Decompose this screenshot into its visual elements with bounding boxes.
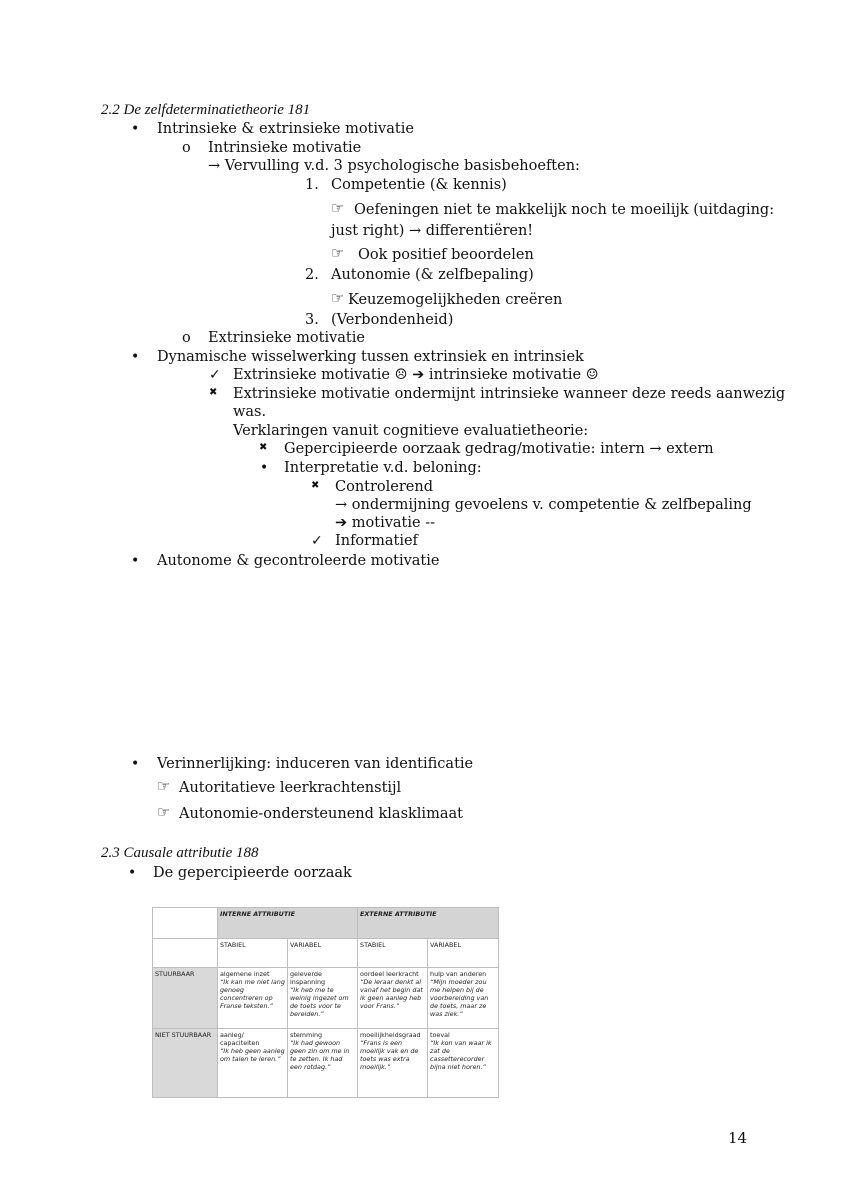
header-interne-attributie: INTERNE ATTRIBUTIE bbox=[218, 908, 358, 939]
row-label-niet-stuurbaar: NIET STUURBAAR bbox=[153, 1029, 218, 1098]
subheader-variabel: VARIABEL bbox=[288, 939, 358, 968]
bullet-gepercipieerde-oorzaak: De gepercipieerde oorzaak bbox=[153, 865, 352, 881]
oefeningen-line-1: Oefeningen niet te makkelijk noch te moeilijk (uitdaging: bbox=[354, 202, 775, 218]
table-cell bbox=[218, 968, 288, 1029]
cell-term: toeval bbox=[430, 1031, 450, 1039]
row-label-stuurbaar: STUURBAAR bbox=[153, 968, 218, 1029]
cell-term: algemene inzet bbox=[220, 970, 270, 978]
numbered-label-3: 3. bbox=[305, 312, 319, 328]
sub-bullet-icon: o bbox=[182, 330, 191, 346]
cell-term: hulp van anderen bbox=[430, 970, 487, 978]
bullet-verinnerlijking: Verinnerlijking: induceren van identificatie bbox=[157, 756, 474, 772]
numbered-item-autonomie: Autonomie (& zelfbepaling) bbox=[331, 267, 534, 283]
table-corner-cell bbox=[153, 908, 218, 939]
cross-ondermijnt-line-1: Extrinsieke motivatie ondermijnt intrinsieke wanneer deze reeds aanwezig bbox=[233, 386, 786, 402]
table-row bbox=[153, 968, 499, 1029]
oefeningen-line-2: just right) → differentiëren! bbox=[331, 223, 534, 239]
cell-quote: “Ik heb me te weinig ingezet om de toets voor te bereiden.” bbox=[290, 986, 349, 1018]
cell-quote: “Ik heb geen aanleg om talen te leren.” bbox=[220, 1047, 285, 1063]
page-number: 14 bbox=[728, 1129, 748, 1147]
gepercipieerde-oorzaak-gedrag: Gepercipieerde oorzaak gedrag/motivatie: intern → extern bbox=[284, 441, 714, 457]
cell-term: oordeel leerkracht bbox=[360, 970, 419, 978]
numbered-label-2: 2. bbox=[305, 267, 319, 283]
bullet-icon: • bbox=[131, 756, 140, 772]
table-cell bbox=[428, 968, 499, 1029]
subheader-stabiel: STABIEL bbox=[358, 939, 428, 968]
ondermijning-line: → ondermijning gevoelens v. competentie & zelfbepaling bbox=[335, 497, 752, 513]
motivatie-minus: ➔ motivatie -- bbox=[335, 515, 435, 531]
cell-quote: “De leraar denkt al vanaf het begin dat ik geen aanleg heb voor Frans.” bbox=[360, 978, 423, 1010]
cross-icon: ✖ bbox=[259, 442, 268, 453]
informatief: Informatief bbox=[335, 533, 418, 549]
cross-icon: ✖ bbox=[311, 480, 320, 491]
cross-ondermijnt-line-2: was. bbox=[233, 404, 267, 420]
table-cell bbox=[218, 1029, 288, 1098]
pointing-hand-icon: ☞ bbox=[331, 289, 345, 307]
cross-icon: ✖ bbox=[209, 387, 218, 398]
pointing-hand-icon: ☞ bbox=[157, 803, 171, 821]
sub-bullet-icon: o bbox=[182, 140, 191, 156]
autoritatieve-leerkrachtenstijl: Autoritatieve leerkrachtenstijl bbox=[179, 780, 402, 796]
cell-term: geleverde inspanning bbox=[290, 970, 326, 986]
cell-quote: “Mijn moeder zou me helpen bij de voorbereiding van de toets, maar ze was ziek.” bbox=[430, 978, 489, 1018]
controlerend: Controlerend bbox=[335, 479, 434, 495]
cell-quote: “Ik kan me niet lang genoeg concentreren op Franse teksten.” bbox=[220, 978, 285, 1010]
cell-term: stemming bbox=[290, 1031, 323, 1039]
bullet-wisselwerking: Dynamische wisselwerking tussen extrinsiek en intrinsiek bbox=[157, 349, 584, 365]
table-cell bbox=[428, 1029, 499, 1098]
pointing-hand-icon: ☞ bbox=[157, 777, 171, 795]
cell-term: aanleg/ capaciteiten bbox=[220, 1031, 260, 1047]
positief-beoordelen: Ook positief beoordelen bbox=[358, 247, 534, 263]
bullet-icon: • bbox=[131, 553, 140, 569]
cell-quote: “Frans is een moeilijk vak en de toets was extra moeilijk.” bbox=[360, 1039, 419, 1071]
header-externe-attributie: EXTERNE ATTRIBUTIE bbox=[358, 908, 499, 939]
cell-quote: “Ik had gewoon geen zin om me in te zetten. Ik had een rotdag.” bbox=[290, 1039, 350, 1071]
bullet-icon: • bbox=[260, 460, 269, 476]
bullet-intrinsiek-extrinsiek: Intrinsieke & extrinsieke motivatie bbox=[157, 121, 414, 137]
table-cell bbox=[288, 1029, 358, 1098]
section-heading-2-2: 2.2 De zelfdeterminatietheorie 181 bbox=[101, 102, 311, 118]
table-empty-cell bbox=[153, 939, 218, 968]
table-cell bbox=[358, 1029, 428, 1098]
check-extrinsiek-intrinsiek: Extrinsieke motivatie ☹ ➔ intrinsieke motivatie ☺ bbox=[233, 367, 599, 383]
bullet-autonome-gecontroleerde: Autonome & gecontroleerde motivatie bbox=[157, 553, 440, 569]
numbered-item-verbondenheid: (Verbondenheid) bbox=[331, 312, 454, 328]
numbered-label-1: 1. bbox=[305, 177, 319, 193]
pointing-hand-icon: ☞ bbox=[331, 199, 345, 217]
keuzemogelijkheden: Keuzemogelijkheden creëren bbox=[348, 292, 563, 308]
sub-bullet-extrinsieke: Extrinsieke motivatie bbox=[208, 330, 365, 346]
autonomie-ondersteunend: Autonomie-ondersteunend klasklimaat bbox=[179, 806, 463, 822]
bullet-icon: • bbox=[131, 121, 140, 137]
attribution-table bbox=[152, 907, 499, 1098]
table-cell bbox=[288, 968, 358, 1029]
numbered-item-competentie: Competentie (& kennis) bbox=[331, 177, 507, 193]
table-row bbox=[153, 1029, 499, 1098]
section-heading-2-3: 2.3 Causale attributie 188 bbox=[101, 845, 259, 861]
check-icon: ✓ bbox=[311, 533, 323, 549]
subheader-stabiel: STABIEL bbox=[218, 939, 288, 968]
subheader-variabel: VARIABEL bbox=[428, 939, 499, 968]
interpretatie-beloning: Interpretatie v.d. beloning: bbox=[284, 460, 482, 476]
check-icon: ✓ bbox=[209, 367, 221, 383]
bullet-icon: • bbox=[131, 349, 140, 365]
table-cell bbox=[358, 968, 428, 1029]
bullet-icon: • bbox=[128, 865, 137, 881]
cell-quote: “Ik kon van waar ik zat de cassetterecorder bijna niet horen.” bbox=[430, 1039, 492, 1071]
pointing-hand-icon: ☞ bbox=[331, 244, 345, 262]
sub-bullet-intrinsieke: Intrinsieke motivatie bbox=[208, 140, 362, 156]
basisbehoeften-line: → Vervulling v.d. 3 psychologische basisbehoeften: bbox=[208, 158, 580, 174]
cell-term: moeilijkheidsgraad bbox=[360, 1031, 421, 1039]
verklaringen-label: Verklaringen vanuit cognitieve evaluatietheorie: bbox=[233, 423, 589, 439]
